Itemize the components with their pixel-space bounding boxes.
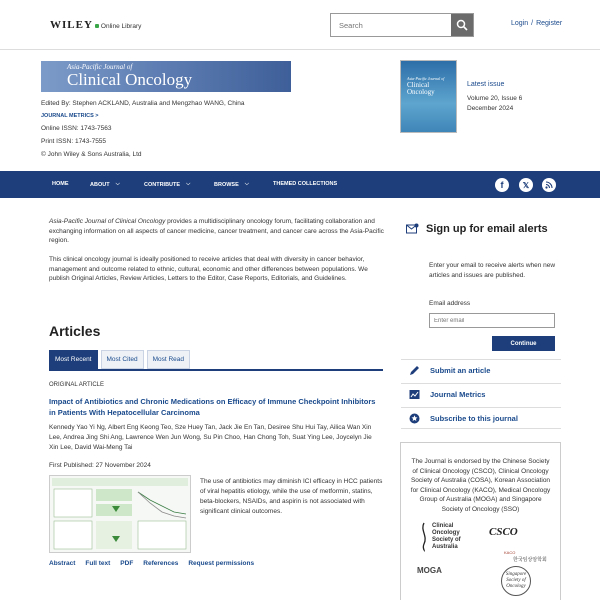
- endorsement-text: The Journal is endorsed by the Chinese Society of Clinical Oncology (CSCO), Clinical Oncology Society of Australia (COSA), Korean Association for Clinical Oncology (KACO), Medical Oncology Group of Australia (MOGA) and Singapore Society of Oncology (SSO): [410, 458, 551, 513]
- pdf-link[interactable]: PDF: [120, 560, 134, 567]
- endorsement-box: [400, 442, 561, 600]
- signup-description: Enter your email to receive alerts when new articles and issues are published.: [429, 262, 556, 279]
- nav-about[interactable]: [90, 181, 120, 188]
- article-links: [49, 560, 254, 567]
- journal-intro-2: This clinical oncology journal is ideally positioned to receive articles that deal with diversity in cancer behavior, management and outcome related to ethnic, cultural, economic and other differences between populations. We publish Original Articles, Review Articles, Letters to the Editor, Case Reports, Editorials, and Guidelines.: [49, 256, 368, 282]
- articles-tabs: [49, 350, 190, 369]
- graphical-abstract-image[interactable]: [49, 475, 191, 553]
- x-twitter-icon[interactable]: 𝕏: [519, 178, 533, 192]
- metrics-icon: [409, 389, 420, 400]
- nav-contribute-label: CONTRIBUTE: [144, 181, 181, 188]
- moga-logo: MOGA: [417, 566, 442, 575]
- journal-metrics-sidebar-link[interactable]: [401, 383, 561, 405]
- nav-browse[interactable]: [214, 181, 249, 188]
- register-link[interactable]: Register: [536, 20, 563, 27]
- chevron-down-icon: ⌵: [186, 181, 191, 187]
- cover-title-line1: Asia-Pacific Journal of: [407, 76, 445, 81]
- rss-icon[interactable]: [542, 178, 556, 192]
- email-alert-icon: [406, 223, 419, 234]
- first-published: First Published: 27 November 2024: [49, 462, 151, 469]
- latest-volume: Volume 20, Issue 6: [467, 95, 523, 102]
- nav-home-label: HOME: [52, 181, 69, 187]
- email-label: Email address: [429, 300, 471, 307]
- nav-contribute[interactable]: [144, 181, 190, 188]
- cover-title-line3: Oncology: [407, 88, 435, 96]
- main-nav: [0, 171, 600, 198]
- journal-banner[interactable]: [41, 61, 291, 92]
- banner-title: Clinical Oncology: [67, 70, 193, 89]
- tabs-underline: [49, 369, 383, 371]
- email-input[interactable]: [429, 313, 555, 328]
- submit-article-label: Submit an article: [430, 366, 491, 375]
- chevron-down-icon: ⌵: [244, 181, 249, 187]
- continue-button[interactable]: Continue: [492, 336, 555, 351]
- online-issn: Online ISSN: 1743-7563: [41, 125, 112, 132]
- nav-themed-collections[interactable]: [273, 181, 337, 187]
- abstract-link[interactable]: Abstract: [49, 560, 76, 567]
- logo-dot-icon: [95, 24, 99, 28]
- nav-home[interactable]: [52, 181, 69, 187]
- site-header: [0, 0, 600, 50]
- search-button[interactable]: [451, 14, 473, 36]
- sso-logo: Singapore Society of Oncology: [501, 566, 531, 596]
- login-separator: /: [531, 20, 534, 27]
- cover-title: [407, 75, 444, 96]
- tab-most-read[interactable]: Most Read: [147, 350, 190, 369]
- login-link[interactable]: Login: [511, 20, 529, 27]
- intro-journal-name: Asia-Pacific Journal of Clinical Oncology: [49, 218, 166, 225]
- journal-intro-1: [49, 217, 385, 246]
- articles-heading: Articles: [49, 323, 101, 339]
- article-authors: Kennedy Yao Yi Ng, Albert Eng Keong Teo, Sze Huey Tan, Jack Jie En Tan, Desiree Shu Hui Tay, Ailica Wan Xin Lee, Andrea Jing Shi Ang, Lawrence Wen Jun Wong, Su Pin Choo, Han Chong Toh, Suat Ying Lee, Joycelyn Jie Xin Lee, David Wai-Meng Tai: [49, 424, 372, 451]
- search-box: [330, 13, 474, 37]
- journal-metrics-label: Journal Metrics: [430, 390, 486, 399]
- nav-themed-label: THEMED COLLECTIONS: [273, 181, 338, 187]
- print-issn: Print ISSN: 1743-7555: [41, 138, 107, 145]
- latest-issue-link[interactable]: Latest issue: [467, 81, 505, 88]
- full-text-link[interactable]: Full text: [85, 560, 111, 567]
- graphical-abstract-drawing: [50, 476, 190, 552]
- wiley-logo[interactable]: [50, 19, 141, 31]
- article-summary: The use of antibiotics may diminish ICI efficacy in HCC patients of viral hepatitis etiology, while the use of metformin, statins, beta-blockers, NSAIDs, and aspirin is not associated with significant clinical outcomes.: [200, 478, 383, 515]
- references-link[interactable]: References: [143, 560, 179, 567]
- subscribe-link[interactable]: [401, 407, 561, 429]
- cosa-logo-mark: [419, 522, 429, 552]
- cosa-logo: [419, 522, 466, 552]
- subscribe-label: Subscribe to this journal: [430, 413, 518, 423]
- tab-most-recent[interactable]: Most Recent: [49, 350, 98, 369]
- logo-wiley-text: WILEY: [50, 19, 93, 31]
- latest-date: December 2024: [467, 105, 514, 112]
- tab-most-cited[interactable]: Most Cited: [101, 350, 144, 369]
- chevron-down-icon: ⌵: [115, 181, 120, 187]
- facebook-icon[interactable]: f: [495, 178, 509, 192]
- csco-logo: CSCO: [489, 526, 518, 538]
- search-icon: [456, 19, 468, 31]
- article-title[interactable]: Impact of Antibiotics and Chronic Medications on Efficacy of Immune Checkpoint Inhibitors in Patients With Hepatocellular Carcinoma: [49, 397, 376, 417]
- pencil-icon: [409, 365, 420, 376]
- nav-about-label: ABOUT: [90, 181, 110, 188]
- banner-subtitle: Asia-Pacific Journal of: [67, 63, 133, 71]
- nav-browse-label: BROWSE: [214, 181, 239, 188]
- logo-online-library-text: Online Library: [100, 23, 142, 30]
- kaco-korean-text: 한국임상암학회: [513, 557, 547, 563]
- journal-cover-image[interactable]: [400, 60, 457, 133]
- submit-article-link[interactable]: [401, 359, 561, 381]
- copyright: © John Wiley & Sons Australia, Ltd: [41, 151, 142, 158]
- signup-title: Sign up for email alerts: [426, 223, 548, 235]
- kaco-logo: KACO: [504, 550, 516, 555]
- intro-para1: provides a multidisciplinary oncology forum, facilitating collaboration and exchanging information on all aspects of cancer medicine, cancer treatment, and cancer care across the Asia-Pacific region.: [49, 218, 384, 244]
- cosa-logo-text: Clinical Oncology Society of Australia: [432, 523, 461, 550]
- request-permissions-link[interactable]: Request permissions: [188, 560, 255, 567]
- login-register: [511, 20, 562, 27]
- cover-title-line2: Clinical: [407, 81, 430, 89]
- society-logos: [409, 520, 552, 600]
- edited-by: Edited By: Stephen ACKLAND, Australia and Mengzhao WANG, China: [41, 100, 245, 107]
- article-type: ORIGINAL ARTICLE: [49, 382, 105, 388]
- journal-metrics-link[interactable]: JOURNAL METRICS >: [41, 113, 99, 119]
- search-input[interactable]: [331, 14, 451, 36]
- subscribe-star-icon: [409, 413, 420, 424]
